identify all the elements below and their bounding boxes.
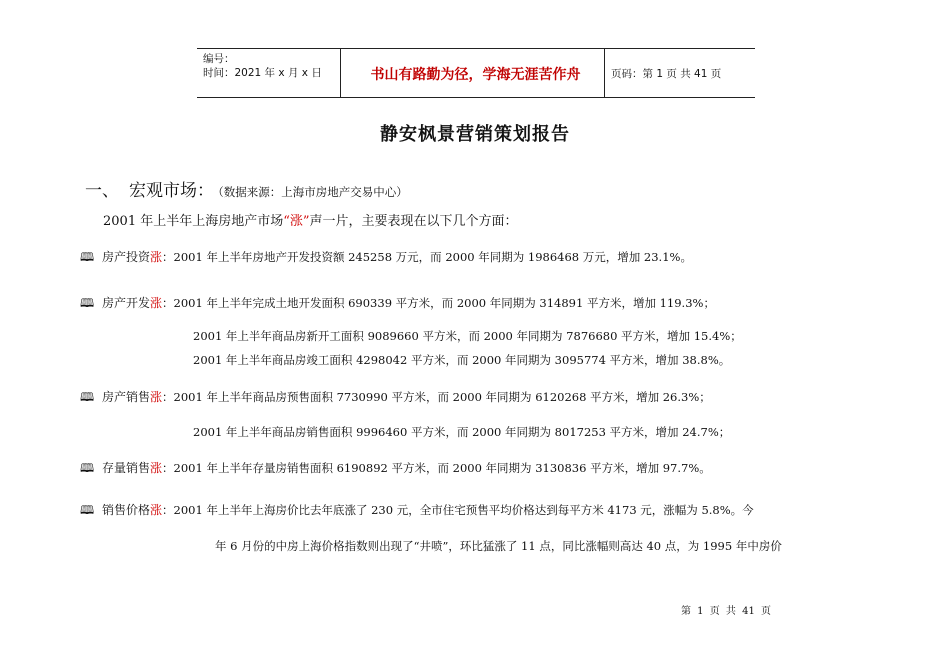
bullet-item	[80, 459, 711, 480]
continuation-line: 年 6 月份的中房上海价格指数则出现了“井喷”，环比猛涨了 11 点，同比涨幅则高达 40 点，为 1995 年中房价	[215, 539, 782, 553]
section-title: 宏观市场：	[129, 181, 214, 201]
book-icon: 🕮	[80, 296, 95, 310]
intro-highlight: “涨”	[283, 214, 310, 229]
bullet-mark: 涨	[150, 390, 163, 404]
header-page-label: 页码：第 1 页 共 41 页	[611, 68, 722, 80]
book-icon: 🕮	[80, 461, 95, 475]
bullet-label: 房产投资	[102, 250, 151, 264]
page-title: 静安枫景营销策划报告	[380, 124, 570, 145]
number-label: 编号：	[203, 53, 235, 65]
bullet-mark: 涨	[150, 503, 163, 517]
bullet-text: ：2001 年上半年存量房销售面积 6190892 平方米，而 2000 年同期为 3130836 平方米，增加 97.7%。	[162, 461, 711, 475]
bullet-text: ：2001 年上半年房地产开发投资额 245258 万元，而 2000 年同期为 1986468 万元，增加 23.1%。	[162, 250, 692, 264]
sub-line: 2001 年上半年商品房竣工面积 4298042 平方米，而 2000 年同期为 3095774 平方米，增加 38.8%。	[193, 353, 731, 367]
bullet-text: ：2001 年上半年商品房预售面积 7730990 平方米，而 2000 年同期为 6120268 平方米，增加 26.3%；	[162, 390, 711, 404]
book-icon: 🕮	[80, 250, 95, 264]
bullet-text: ：2001 年上半年完成土地开发面积 690339 平方米，而 2000 年同期为 314891 平方米，增加 119.3%；	[162, 296, 715, 310]
bullet-item	[80, 294, 715, 315]
section-heading	[85, 176, 408, 201]
header-meta	[203, 52, 322, 80]
bullet-mark: 涨	[150, 250, 163, 264]
section-number: 一、	[85, 181, 119, 201]
bullet-label: 存量销售	[102, 461, 151, 475]
bullet-label: 房产销售	[102, 390, 151, 404]
time-label: 时间：2021 年 x 月 x 日	[203, 67, 322, 79]
bullet-label: 房产开发	[102, 296, 151, 310]
header-slogan: 书山有路勤为径，学海无涯苦作舟	[370, 67, 581, 83]
header-divider	[604, 49, 605, 97]
book-icon: 🕮	[80, 390, 95, 404]
bullet-item	[80, 501, 754, 522]
intro-text: 2001 年上半年上海房地产市场	[103, 214, 284, 229]
intro-paragraph	[103, 210, 518, 229]
bullet-item	[80, 388, 711, 409]
intro-text-end: 声一片，主要表现在以下几个方面：	[309, 214, 518, 229]
bullet-label: 销售价格	[102, 503, 151, 517]
header-divider	[340, 49, 341, 97]
book-icon: 🕮	[80, 503, 95, 517]
header-table	[197, 48, 755, 98]
bullet-item	[80, 248, 692, 269]
section-source: （数据来源：上海市房地产交易中心）	[218, 185, 408, 199]
bullet-mark: 涨	[150, 296, 163, 310]
page-footer: 第 1 页 共 41 页	[681, 606, 771, 617]
sub-line: 2001 年上半年商品房新开工面积 9089660 平方米，而 2000 年同期为 7876680 平方米，增加 15.4%；	[193, 329, 742, 343]
bullet-mark: 涨	[150, 461, 163, 475]
sub-line: 2001 年上半年商品房销售面积 9996460 平方米，而 2000 年同期为 8017253 平方米，增加 24.7%；	[193, 425, 731, 439]
bullet-text: ：2001 年上半年上海房价比去年底涨了 230 元，全市住宅预售平均价格达到每平方米 4173 元，涨幅为 5.8%。今	[162, 503, 754, 517]
